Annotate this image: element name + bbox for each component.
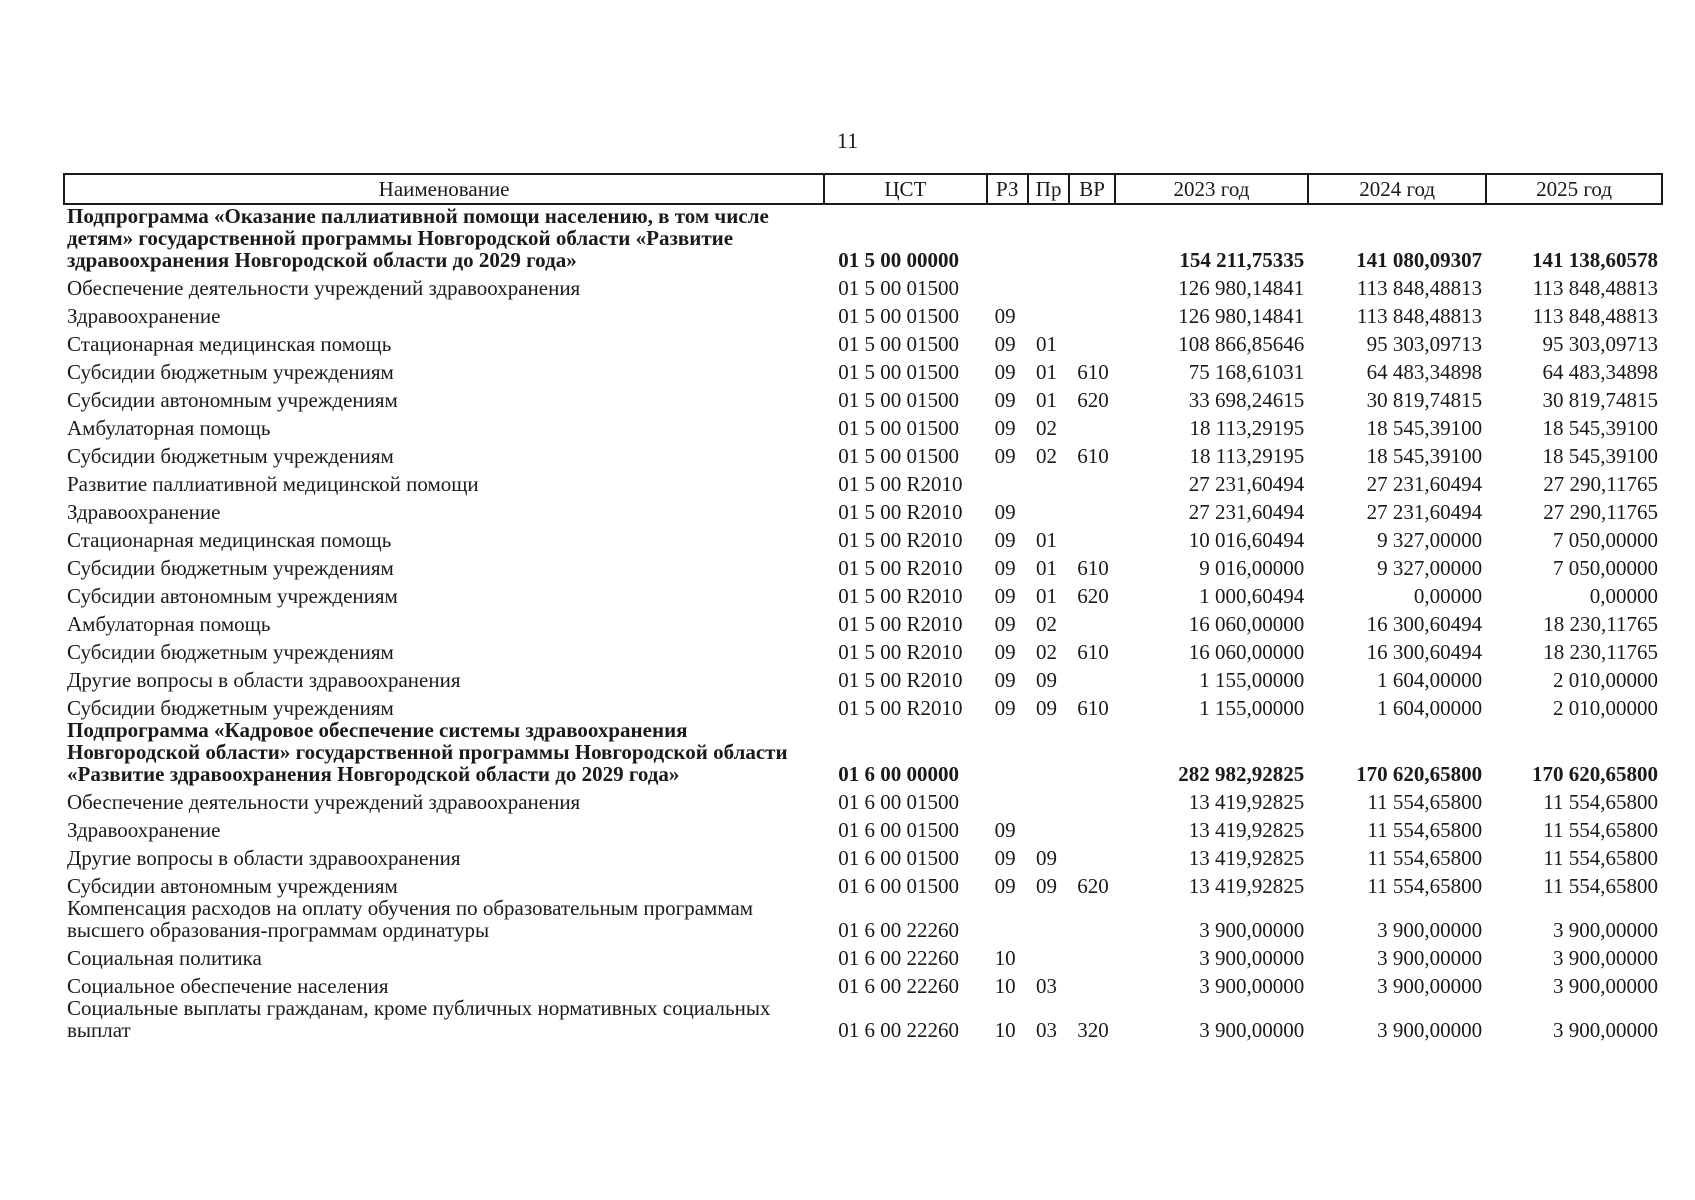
- cell-2023: 16 060,00000: [1188, 640, 1305, 664]
- table-row: [64, 299, 1662, 327]
- cell-rz: 09: [994, 416, 1016, 440]
- cell-2025: 18 230,11765: [1543, 612, 1658, 636]
- cell-name: Субсидии автономным учреждениям: [67, 874, 398, 898]
- table-header-row: [64, 174, 1662, 204]
- cell-2023: 1 155,00000: [1199, 668, 1305, 692]
- cell-vr: [1069, 897, 1115, 941]
- cell-vr: 620: [1077, 584, 1109, 608]
- section-row: [64, 719, 1662, 785]
- cell-cst: 01 6 00 01500: [838, 790, 959, 814]
- cell-cst: 01 5 00 01500: [838, 416, 959, 440]
- cell-cst: 01 5 00 R2010: [838, 528, 963, 552]
- table-row: [64, 869, 1662, 897]
- cell-2025: 27 290,11765: [1543, 472, 1658, 496]
- cell-2025: 3 900,00000: [1553, 918, 1658, 942]
- table-row: [64, 663, 1662, 691]
- cell-2025: 2 010,00000: [1553, 668, 1658, 692]
- cell-rz: 09: [994, 612, 1016, 636]
- cell-2025: 3 900,00000: [1553, 946, 1658, 970]
- cell-name: Обеспечение деятельности учреждений здравоохранения: [67, 276, 581, 300]
- cell-2024: 11 554,65800: [1367, 874, 1483, 898]
- cell-rz: 09: [994, 696, 1016, 720]
- cell-pr: 02: [1035, 444, 1057, 468]
- cell-cst: 01 5 00 R2010: [838, 500, 963, 524]
- cell-pr: [1028, 467, 1069, 495]
- table-row: [64, 327, 1662, 355]
- cell-2023: 3 900,00000: [1199, 946, 1305, 970]
- cell-name: Амбулаторная помощь: [67, 416, 271, 440]
- cell-name: Здравоохранение: [67, 500, 221, 524]
- table-body: [64, 204, 1662, 1041]
- cell-name: Субсидии автономным учреждениям: [67, 584, 398, 608]
- page-number: 11: [836, 128, 859, 153]
- cell-2025: 7 050,00000: [1553, 556, 1658, 580]
- cell-2024: 141 080,09307: [1356, 248, 1483, 272]
- cell-cst: 01 5 00 R2010: [838, 640, 963, 664]
- cell-rz: 10: [994, 974, 1016, 998]
- table-row: [64, 355, 1662, 383]
- cell-pr: 09: [1035, 874, 1057, 898]
- cell-vr: 610: [1077, 556, 1109, 580]
- cell-rz: 09: [994, 640, 1016, 664]
- cell-vr: 610: [1077, 640, 1109, 664]
- cell-2025: 141 138,60578: [1532, 248, 1658, 272]
- cell-rz: 09: [994, 818, 1016, 842]
- table-row: [64, 635, 1662, 663]
- cell-name: Подпрограмма «Оказание паллиативной помощи населению, в том числе детям» государственной программы Новгородской области «Развитие здравоохранения Новгородской области до 2029 года»: [67, 204, 769, 272]
- cell-2023: 3 900,00000: [1199, 1018, 1305, 1042]
- cell-name: Субсидии автономным учреждениям: [67, 388, 398, 412]
- cell-2024: 113 848,48813: [1356, 304, 1483, 328]
- cell-2025: 3 900,00000: [1553, 1018, 1658, 1042]
- cell-rz: [987, 467, 1028, 495]
- cell-name: Субсидии бюджетным учреждениям: [67, 444, 394, 468]
- cell-vr: [1069, 271, 1115, 299]
- cell-pr: 09: [1035, 846, 1057, 870]
- cell-rz: 09: [994, 874, 1016, 898]
- cell-2025: 2 010,00000: [1553, 696, 1658, 720]
- cell-2025: 11 554,65800: [1543, 846, 1658, 870]
- cell-vr: [1069, 299, 1115, 327]
- cell-vr: [1069, 204, 1115, 271]
- table-row: [64, 997, 1662, 1041]
- cell-pr: 01: [1035, 584, 1057, 608]
- cell-2024: 0,00000: [1413, 584, 1483, 608]
- cell-rz: 09: [994, 668, 1016, 692]
- cell-cst: 01 5 00 01500: [838, 360, 959, 384]
- cell-vr: [1069, 523, 1115, 551]
- cell-rz: [987, 204, 1028, 271]
- section-row: [64, 204, 1662, 271]
- cell-2024: 3 900,00000: [1377, 1018, 1483, 1042]
- cell-2023: 13 419,92825: [1188, 790, 1305, 814]
- cell-rz: 09: [994, 500, 1016, 524]
- cell-pr: [1028, 719, 1069, 785]
- table-row: [64, 383, 1662, 411]
- cell-cst: 01 5 00 R2010: [838, 612, 963, 636]
- cell-2023: 27 231,60494: [1188, 500, 1305, 524]
- cell-2023: 13 419,92825: [1188, 818, 1305, 842]
- cell-2023: 16 060,00000: [1188, 612, 1305, 636]
- cell-rz: [987, 785, 1028, 813]
- cell-vr: 620: [1077, 874, 1109, 898]
- cell-2024: 170 620,65800: [1356, 762, 1483, 786]
- cell-cst: 01 5 00 00000: [838, 248, 959, 272]
- cell-cst: 01 5 00 R2010: [838, 584, 963, 608]
- cell-2024: 16 300,60494: [1366, 612, 1483, 636]
- cell-name: Социальные выплаты гражданам, кроме публичных нормативных социальных выплат: [67, 996, 771, 1042]
- cell-2024: 95 303,09713: [1366, 332, 1483, 356]
- cell-2024: 3 900,00000: [1377, 974, 1483, 998]
- cell-pr: 09: [1035, 696, 1057, 720]
- cell-vr: [1069, 663, 1115, 691]
- cell-pr: [1028, 941, 1069, 969]
- cell-vr: [1069, 719, 1115, 785]
- cell-vr: 610: [1077, 444, 1109, 468]
- cell-name: Амбулаторная помощь: [67, 612, 271, 636]
- cell-rz: 09: [994, 528, 1016, 552]
- cell-rz: 09: [994, 332, 1016, 356]
- cell-2023: 108 866,85646: [1178, 332, 1305, 356]
- cell-name: Здравоохранение: [67, 304, 221, 328]
- cell-2025: 11 554,65800: [1543, 790, 1658, 814]
- table-row: [64, 579, 1662, 607]
- cell-pr: 02: [1035, 416, 1057, 440]
- cell-pr: 09: [1035, 668, 1057, 692]
- cell-cst: 01 5 00 01500: [838, 444, 959, 468]
- header-rz: РЗ: [987, 174, 1028, 204]
- cell-2025: 11 554,65800: [1543, 818, 1658, 842]
- cell-2025: 27 290,11765: [1543, 500, 1658, 524]
- cell-rz: 10: [994, 946, 1016, 970]
- cell-rz: 09: [994, 360, 1016, 384]
- cell-2024: 18 545,39100: [1366, 416, 1483, 440]
- cell-pr: [1028, 299, 1069, 327]
- cell-pr: [1028, 271, 1069, 299]
- cell-cst: 01 6 00 22260: [838, 1018, 959, 1042]
- table-row: [64, 271, 1662, 299]
- cell-2023: 3 900,00000: [1199, 918, 1305, 942]
- cell-pr: 01: [1035, 528, 1057, 552]
- cell-vr: 620: [1077, 388, 1109, 412]
- table-row: [64, 439, 1662, 467]
- cell-name: Субсидии бюджетным учреждениям: [67, 640, 394, 664]
- table-row: [64, 785, 1662, 813]
- cell-2024: 11 554,65800: [1367, 790, 1483, 814]
- cell-rz: 09: [994, 444, 1016, 468]
- cell-vr: [1069, 411, 1115, 439]
- cell-2023: 154 211,75335: [1179, 248, 1305, 272]
- cell-vr: [1069, 327, 1115, 355]
- cell-2023: 13 419,92825: [1188, 874, 1305, 898]
- table-row: [64, 691, 1662, 719]
- cell-cst: 01 5 00 01500: [838, 304, 959, 328]
- cell-cst: 01 5 00 01500: [838, 332, 959, 356]
- table-row: [64, 411, 1662, 439]
- cell-2024: 27 231,60494: [1366, 472, 1483, 496]
- cell-cst: 01 6 00 22260: [838, 974, 959, 998]
- cell-pr: [1028, 813, 1069, 841]
- cell-rz: 09: [994, 388, 1016, 412]
- cell-2025: 64 483,34898: [1542, 360, 1658, 384]
- cell-2023: 1 155,00000: [1199, 696, 1305, 720]
- cell-rz: 10: [994, 1018, 1016, 1042]
- cell-2024: 1 604,00000: [1377, 696, 1483, 720]
- header-pr: Пр: [1028, 174, 1069, 204]
- cell-2023: 18 113,29195: [1189, 444, 1305, 468]
- cell-name: Социальное обеспечение населения: [67, 974, 389, 998]
- cell-pr: [1028, 785, 1069, 813]
- cell-name: Стационарная медицинская помощь: [67, 332, 392, 356]
- cell-pr: 01: [1035, 388, 1057, 412]
- header-2023: 2023 год: [1115, 174, 1308, 204]
- cell-2025: 3 900,00000: [1553, 974, 1658, 998]
- cell-cst: 01 6 00 01500: [838, 818, 959, 842]
- cell-cst: 01 6 00 01500: [838, 874, 959, 898]
- cell-2025: 95 303,09713: [1542, 332, 1658, 356]
- cell-2023: 282 982,92825: [1178, 762, 1305, 786]
- cell-vr: 610: [1077, 360, 1109, 384]
- cell-2024: 18 545,39100: [1366, 444, 1483, 468]
- table-row: [64, 813, 1662, 841]
- cell-2024: 64 483,34898: [1366, 360, 1483, 384]
- cell-name: Компенсация расходов на оплату обучения по образовательным программам высшего образования-программам ординатуры: [67, 896, 754, 942]
- header-cst: ЦСТ: [824, 174, 986, 204]
- cell-2025: 18 230,11765: [1543, 640, 1658, 664]
- cell-2024: 1 604,00000: [1377, 668, 1483, 692]
- cell-name: Другие вопросы в области здравоохранения: [67, 668, 461, 692]
- cell-pr: 01: [1035, 556, 1057, 580]
- cell-rz: 09: [994, 846, 1016, 870]
- table-row: [64, 897, 1662, 941]
- cell-vr: 320: [1077, 1018, 1109, 1042]
- cell-2023: 10 016,60494: [1188, 528, 1305, 552]
- cell-2024: 30 819,74815: [1366, 388, 1483, 412]
- cell-2023: 18 113,29195: [1189, 416, 1305, 440]
- cell-name: Обеспечение деятельности учреждений здравоохранения: [67, 790, 581, 814]
- cell-vr: [1069, 785, 1115, 813]
- cell-cst: 01 6 00 22260: [838, 918, 959, 942]
- cell-cst: 01 6 00 01500: [838, 846, 959, 870]
- cell-pr: 03: [1035, 1018, 1057, 1042]
- cell-cst: 01 5 00 01500: [838, 276, 959, 300]
- cell-2024: 3 900,00000: [1377, 918, 1483, 942]
- cell-vr: 610: [1077, 696, 1109, 720]
- cell-2024: 11 554,65800: [1367, 846, 1483, 870]
- cell-cst: 01 5 00 R2010: [838, 668, 963, 692]
- cell-2024: 3 900,00000: [1377, 946, 1483, 970]
- cell-pr: 01: [1035, 332, 1057, 356]
- header-vr: ВР: [1069, 174, 1115, 204]
- cell-2023: 27 231,60494: [1188, 472, 1305, 496]
- cell-2024: 11 554,65800: [1367, 818, 1483, 842]
- cell-2024: 9 327,00000: [1377, 556, 1483, 580]
- cell-name: Здравоохранение: [67, 818, 221, 842]
- cell-2023: 126 980,14841: [1178, 276, 1305, 300]
- cell-vr: [1069, 841, 1115, 869]
- cell-2025: 113 848,48813: [1532, 304, 1658, 328]
- header-name: Наименование: [64, 174, 824, 204]
- cell-pr: 02: [1035, 612, 1057, 636]
- cell-name: Субсидии бюджетным учреждениям: [67, 696, 394, 720]
- cell-cst: 01 6 00 22260: [838, 946, 959, 970]
- cell-2025: 18 545,39100: [1542, 444, 1658, 468]
- cell-pr: 02: [1035, 640, 1057, 664]
- cell-2024: 16 300,60494: [1366, 640, 1483, 664]
- cell-vr: [1069, 941, 1115, 969]
- cell-cst: 01 5 00 R2010: [838, 556, 963, 580]
- cell-2024: 27 231,60494: [1366, 500, 1483, 524]
- cell-cst: 01 5 00 R2010: [838, 696, 963, 720]
- cell-2025: 11 554,65800: [1543, 874, 1658, 898]
- cell-cst: 01 5 00 R2010: [838, 472, 963, 496]
- cell-rz: [987, 897, 1028, 941]
- table-row: [64, 841, 1662, 869]
- cell-2023: 3 900,00000: [1199, 974, 1305, 998]
- cell-vr: [1069, 467, 1115, 495]
- cell-2025: 170 620,65800: [1532, 762, 1658, 786]
- header-2025: 2025 год: [1486, 174, 1662, 204]
- cell-2025: 18 545,39100: [1542, 416, 1658, 440]
- cell-2025: 7 050,00000: [1553, 528, 1658, 552]
- cell-2025: 30 819,74815: [1542, 388, 1658, 412]
- cell-name: Субсидии бюджетным учреждениям: [67, 360, 394, 384]
- table-row: [64, 467, 1662, 495]
- budget-table: [63, 173, 1663, 1041]
- cell-2025: 0,00000: [1589, 584, 1658, 608]
- cell-2025: 113 848,48813: [1532, 276, 1658, 300]
- cell-name: Субсидии бюджетным учреждениям: [67, 556, 394, 580]
- table-row: [64, 941, 1662, 969]
- table-row: [64, 551, 1662, 579]
- cell-2024: 113 848,48813: [1356, 276, 1483, 300]
- header-2024: 2024 год: [1308, 174, 1486, 204]
- cell-name: Социальная политика: [67, 946, 262, 970]
- cell-vr: [1069, 495, 1115, 523]
- cell-cst: 01 6 00 00000: [838, 762, 959, 786]
- cell-vr: [1069, 607, 1115, 635]
- cell-pr: [1028, 495, 1069, 523]
- cell-rz: [987, 271, 1028, 299]
- cell-rz: 09: [994, 584, 1016, 608]
- cell-name: Подпрограмма «Кадровое обеспечение системы здравоохранения Новгородской области» государственной программы Новгородской области «Развитие здравоохранения Новгородской области до 2029 года»: [67, 718, 788, 786]
- table-row: [64, 969, 1662, 997]
- cell-vr: [1069, 969, 1115, 997]
- cell-2023: 126 980,14841: [1178, 304, 1305, 328]
- table-row: [64, 607, 1662, 635]
- cell-pr: [1028, 897, 1069, 941]
- table-row: [64, 523, 1662, 551]
- cell-name: Стационарная медицинская помощь: [67, 528, 392, 552]
- cell-pr: [1028, 204, 1069, 271]
- cell-vr: [1069, 813, 1115, 841]
- cell-2023: 9 016,00000: [1199, 556, 1305, 580]
- cell-name: Развитие паллиативной медицинской помощи: [67, 472, 479, 496]
- cell-2023: 33 698,24615: [1188, 388, 1305, 412]
- cell-2023: 1 000,60494: [1199, 584, 1305, 608]
- cell-rz: 09: [994, 304, 1016, 328]
- cell-pr: 03: [1035, 974, 1057, 998]
- cell-2024: 9 327,00000: [1377, 528, 1483, 552]
- cell-pr: 01: [1035, 360, 1057, 384]
- cell-2023: 13 419,92825: [1188, 846, 1305, 870]
- cell-cst: 01 5 00 01500: [838, 388, 959, 412]
- cell-2023: 75 168,61031: [1188, 360, 1305, 384]
- cell-rz: 09: [994, 556, 1016, 580]
- table-row: [64, 495, 1662, 523]
- cell-rz: [987, 719, 1028, 785]
- cell-name: Другие вопросы в области здравоохранения: [67, 846, 461, 870]
